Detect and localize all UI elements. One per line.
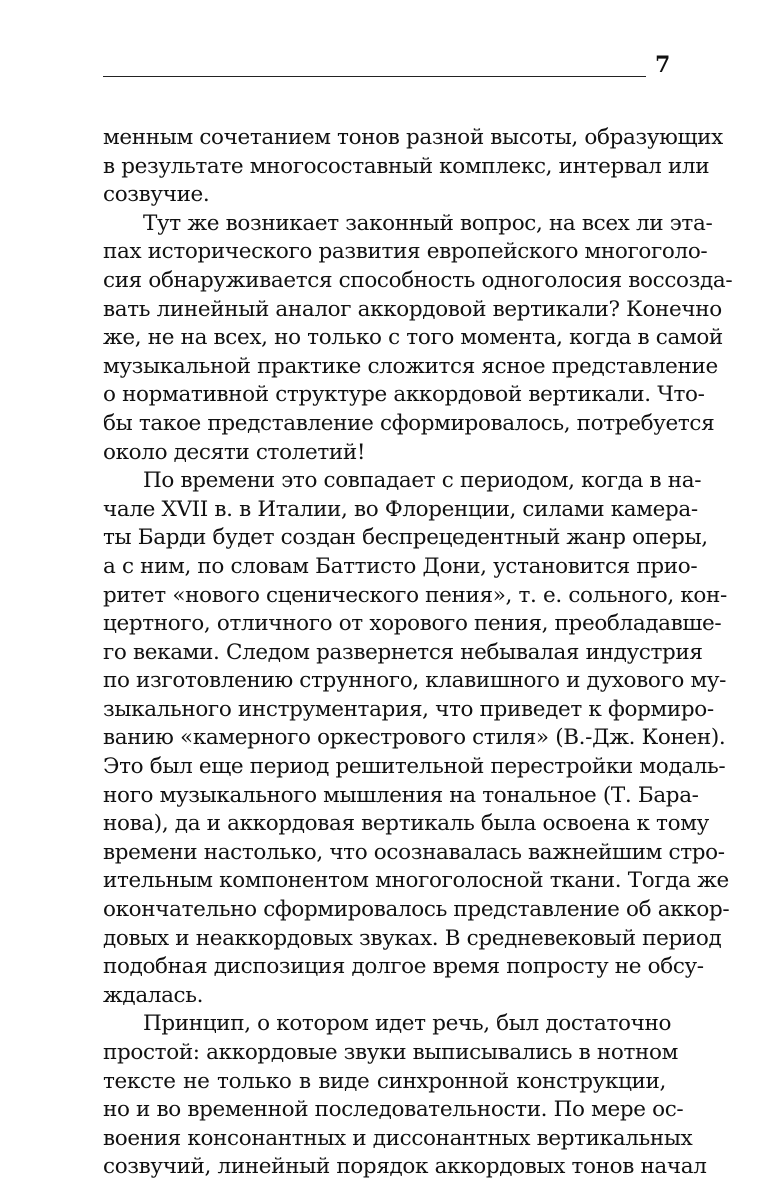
text-line: тексте не только в виде синхронной конструкции, bbox=[103, 1068, 666, 1094]
text-line: ного музыкального мышления на тональное (Т. Бара- bbox=[103, 782, 699, 808]
text-line: чале XVII в. в Италии, во Флоренции, силами камера- bbox=[103, 496, 698, 522]
text-line: музыкальной практике сложится ясное представление bbox=[103, 353, 718, 379]
body-text bbox=[103, 124, 733, 1182]
text-line: зыкального инструментария, что приведет к формиро- bbox=[103, 696, 714, 722]
text-line: ждалась. bbox=[103, 982, 204, 1008]
text-line: довых и неаккордовых звуках. В средневековый период bbox=[103, 925, 722, 951]
text-line: нова), да и аккордовая вертикаль была освоена к тому bbox=[103, 811, 709, 837]
text-line: около десяти столетий! bbox=[103, 439, 366, 465]
text-line: пах исторического развития европейского многоголо- bbox=[103, 239, 708, 265]
text-line: ритет «нового сценического пения», т. е. сольного, кон- bbox=[103, 582, 727, 608]
text-line: менным сочетанием тонов разной высоты, образующих bbox=[103, 125, 723, 150]
text-line: бы такое представление сформировалось, потребуется bbox=[103, 410, 715, 436]
text-line: по изготовлению струнного, клавишного и духового му- bbox=[103, 668, 727, 694]
text-line: ты Барди будет создан беспрецедентный жанр оперы, bbox=[103, 525, 708, 551]
text-line: вать линейный аналог аккордовой вертикали? Конечно bbox=[103, 296, 722, 322]
text-line: в результате многосоставный комплекс, интервал или bbox=[103, 153, 710, 179]
text-line: сия обнаруживается способность одноголосия воссозда- bbox=[103, 267, 733, 293]
text-line: Принцип, о котором идет речь, был достаточно bbox=[143, 1011, 672, 1037]
text-line: го веками. Следом развернется небывалая индустрия bbox=[103, 639, 703, 665]
text-line: о нормативной структуре аккордовой вертикали. Что- bbox=[103, 382, 705, 408]
header-rule bbox=[103, 76, 646, 77]
text-line: окончательно сформировалось представление об аккор- bbox=[103, 897, 730, 923]
text-line: Это был еще период решительной перестройки модаль- bbox=[103, 754, 726, 780]
page-number: 7 bbox=[655, 52, 671, 78]
text-line: ительным компонентом многоголосной ткани. Тогда же bbox=[103, 868, 729, 894]
text-line: ванию «камерного оркестрового стиля» (В.-Дж. Конен). bbox=[103, 725, 726, 751]
text-line: но и во временной последовательности. По мере ос- bbox=[103, 1097, 684, 1123]
text-line: подобная диспозиция долгое время попросту не обсу- bbox=[103, 954, 704, 980]
text-line: же, не на всех, но только с того момента, когда в самой bbox=[103, 325, 723, 351]
text-line: созвучие. bbox=[103, 182, 210, 208]
text-line: воения консонантных и диссонантных вертикальных bbox=[103, 1125, 693, 1151]
text-line: времени настолько, что осознавалась важнейшим стро- bbox=[103, 839, 725, 865]
text-line: По времени это совпадает с периодом, когда в на- bbox=[143, 468, 702, 494]
text-line: созвучий, линейный порядок аккордовых тонов начал bbox=[103, 1154, 707, 1180]
text-line: а с ним, по словам Баттисто Дони, установится прио- bbox=[103, 553, 698, 579]
text-line: Тут же возникает законный вопрос, на всех ли эта- bbox=[143, 210, 713, 236]
text-line: простой: аккордовые звуки выписывались в нотном bbox=[103, 1040, 678, 1065]
text-line: цертного, отличного от хорового пения, преобладавше- bbox=[103, 611, 722, 637]
